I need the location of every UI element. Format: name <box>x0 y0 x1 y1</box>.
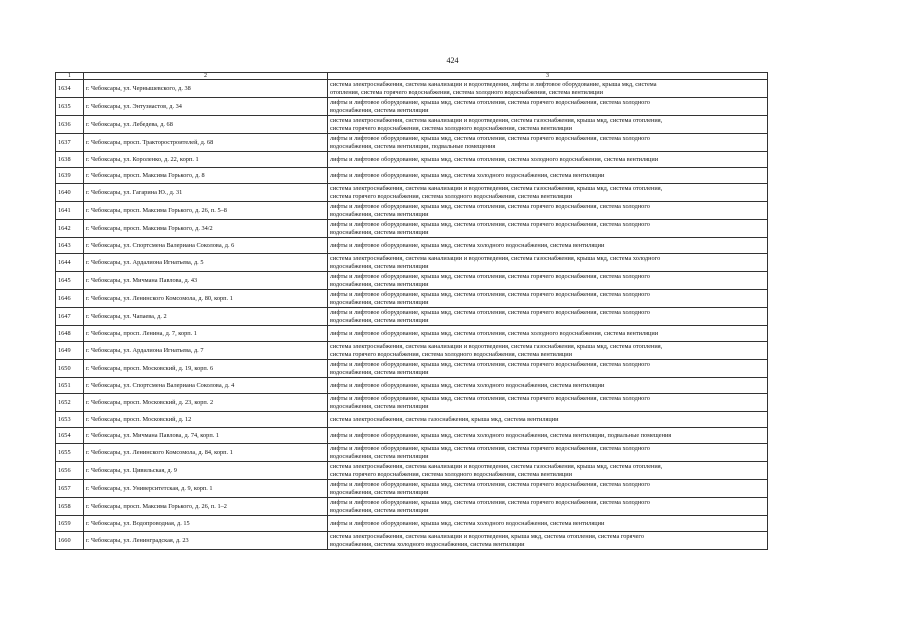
table-row <box>56 202 768 220</box>
address-cell: г. Чебоксары, ул. Ленинского Комсомола, д. 80, корп. 1 <box>84 290 328 308</box>
systems-cell <box>328 394 768 412</box>
systems-cell <box>328 360 768 378</box>
column-header-address: 2 <box>84 73 328 80</box>
systems-line: водоснабжения, система вентиляции <box>330 228 429 236</box>
table-row <box>56 290 768 308</box>
systems-cell <box>328 116 768 134</box>
row-number-cell: 1649 <box>56 342 84 360</box>
table-row <box>56 168 768 184</box>
table-row <box>56 532 768 550</box>
systems-line: водоснабжения, система вентиляции <box>330 210 429 218</box>
systems-line: лифты и лифтовое оборудование, крыша мкд, система отопления, система горячего водоснабжения, система холодного <box>330 360 650 368</box>
row-number-cell: 1653 <box>56 412 84 428</box>
table-row <box>56 480 768 498</box>
row-number-cell: 1638 <box>56 152 84 168</box>
table-row <box>56 152 768 168</box>
table-row <box>56 98 768 116</box>
systems-line: лифты и лифтовое оборудование, крыша мкд, система отопления, система горячего водоснабжения, система холодного <box>330 134 650 142</box>
table-row <box>56 498 768 516</box>
row-number-cell: 1652 <box>56 394 84 412</box>
column-header-number: 1 <box>56 73 84 80</box>
systems-cell <box>328 238 768 254</box>
row-number-cell: 1642 <box>56 220 84 238</box>
table-row <box>56 134 768 152</box>
systems-line: система горячего водоснабжения, система холодного водоснабжения, система вентиляции <box>330 192 573 200</box>
systems-line: водоснабжения, система вентиляции <box>330 488 429 496</box>
register-table <box>55 72 768 550</box>
row-number-cell: 1635 <box>56 98 84 116</box>
row-number-cell: 1650 <box>56 360 84 378</box>
systems-cell <box>328 308 768 326</box>
address-cell: г. Чебоксары, ул. Ленинского Комсомола, д. 84, корп. 1 <box>84 444 328 462</box>
table-row <box>56 516 768 532</box>
systems-cell <box>328 254 768 272</box>
systems-line: лифты и лифтовое оборудование, крыша мкд, система холодного водоснабжения, система вентиляции <box>330 520 605 527</box>
systems-line: лифты и лифтовое оборудование, крыша мкд, система отопления, система горячего водоснабжения, система холодного <box>330 220 650 228</box>
systems-cell <box>328 152 768 168</box>
systems-cell <box>328 272 768 290</box>
table-row <box>56 254 768 272</box>
address-cell: г. Чебоксары, ул. Мичмана Павлова, д. 74, корп. 1 <box>84 428 328 444</box>
systems-line: лифты и лифтовое оборудование, крыша мкд, система отопления, система горячего водоснабжения, система холодного <box>330 498 650 506</box>
table-header-row <box>56 73 768 80</box>
systems-cell <box>328 290 768 308</box>
systems-line: система электроснабжения, система канализации и водоотведения, система газоснабжения, крыша мкд, система отопления, <box>330 462 663 470</box>
address-cell: г. Чебоксары, ул. Спортсмена Валериана Соколова, д. 4 <box>84 378 328 394</box>
row-number-cell: 1656 <box>56 462 84 480</box>
row-number-cell: 1637 <box>56 134 84 152</box>
systems-line: лифты и лифтовое оборудование, крыша мкд, система холодного водоснабжения, система вентиляции <box>330 172 605 179</box>
systems-cell <box>328 134 768 152</box>
systems-line: система электроснабжения, система газоснабжения, крыша мкд, система вентиляции <box>330 416 559 423</box>
row-number-cell: 1648 <box>56 326 84 342</box>
systems-line: лифты и лифтовое оборудование, крыша мкд, система отопления, система горячего водоснабжения, система холодного <box>330 98 650 106</box>
row-number-cell: 1636 <box>56 116 84 134</box>
systems-line: водоснабжения, система вентиляции <box>330 106 429 114</box>
address-cell: г. Чебоксары, ул. Водопроводная, д. 15 <box>84 516 328 532</box>
systems-cell <box>328 532 768 550</box>
row-number-cell: 1641 <box>56 202 84 220</box>
row-number-cell: 1646 <box>56 290 84 308</box>
address-cell: г. Чебоксары, ул. Цивильская, д. 9 <box>84 462 328 480</box>
table-row <box>56 308 768 326</box>
systems-cell <box>328 326 768 342</box>
page-number: 424 <box>446 56 459 65</box>
systems-line: лифты и лифтовое оборудование, крыша мкд, система отопления, система горячего водоснабжения, система холодного <box>330 480 650 488</box>
table-row <box>56 428 768 444</box>
systems-line: система электроснабжения, система канализации и водоотведения, система газоснабжения, крыша мкд, система холодного <box>330 254 661 262</box>
systems-line: водоснабжения, система вентиляции <box>330 262 429 270</box>
systems-line: лифты и лифтовое оборудование, крыша мкд, система холодного водоснабжения, система вентиляции <box>330 242 605 249</box>
systems-line: лифты и лифтовое оборудование, крыша мкд, система холодного водоснабжения, система вентиляции <box>330 382 605 389</box>
systems-cell <box>328 202 768 220</box>
systems-line: лифты и лифтовое оборудование, крыша мкд, система холодного водоснабжения, система вентиляции, подвальные помещения <box>330 432 672 439</box>
systems-line: лифты и лифтовое оборудование, крыша мкд, система отопления, система горячего водоснабжения, система холодного <box>330 444 650 452</box>
systems-line: водоснабжения, система вентиляции <box>330 280 429 288</box>
table-body <box>56 73 768 550</box>
systems-line: система электроснабжения, система канализации и водоотведения, крыша мкд, система отопления, система горячего <box>330 532 644 540</box>
systems-cell <box>328 80 768 98</box>
table-row <box>56 238 768 254</box>
systems-line: лифты и лифтовое оборудование, крыша мкд, система отопления, система горячего водоснабжения, система холодного <box>330 290 650 298</box>
address-cell: г. Чебоксары, просп. Московский, д. 19, корп. 6 <box>84 360 328 378</box>
address-cell: г. Чебоксары, просп. Максима Горького, д. 34/2 <box>84 220 328 238</box>
systems-line: водоснабжения, система вентиляции <box>330 316 429 324</box>
systems-cell <box>328 412 768 428</box>
systems-line: система электроснабжения, система канализации и водоотведения, система газоснабжения, крыша мкд, система отопления, <box>330 342 663 350</box>
row-number-cell: 1658 <box>56 498 84 516</box>
address-cell: г. Чебоксары, просп. Тракторостроителей, д. 68 <box>84 134 328 152</box>
systems-cell <box>328 462 768 480</box>
systems-line: водоснабжения, система вентиляции, подвальные помещения <box>330 142 496 150</box>
systems-cell <box>328 342 768 360</box>
table-row <box>56 394 768 412</box>
systems-line: лифты и лифтовое оборудование, крыша мкд, система отопления, система горячего водоснабжения, система холодного <box>330 308 650 316</box>
systems-line: водоснабжения, система вентиляции <box>330 452 429 460</box>
table-row <box>56 116 768 134</box>
table-row <box>56 378 768 394</box>
systems-line: лифты и лифтовое оборудование, крыша мкд, система отопления, система горячего водоснабжения, система холодного <box>330 272 650 280</box>
systems-line: лифты и лифтовое оборудование, крыша мкд, система отопления, система холодного водоснабжения, система вентиляции <box>330 156 659 163</box>
address-cell: г. Чебоксары, просп. Московский, д. 23, корп. 2 <box>84 394 328 412</box>
address-cell: г. Чебоксары, ул. Гагарина Ю., д. 31 <box>84 184 328 202</box>
table-row <box>56 326 768 342</box>
systems-line: лифты и лифтовое оборудование, крыша мкд, система отопления, система холодного водоснабжения, система вентиляции <box>330 330 659 337</box>
address-cell: г. Чебоксары, ул. Чапаева, д. 2 <box>84 308 328 326</box>
table-row <box>56 184 768 202</box>
table-row <box>56 220 768 238</box>
systems-line: водоснабжения, система вентиляции <box>330 298 429 306</box>
address-cell: г. Чебоксары, ул. Ленинградская, д. 23 <box>84 532 328 550</box>
address-cell: г. Чебоксары, ул. Чернышевского, д. 38 <box>84 80 328 98</box>
systems-line: отопления, система горячего водоснабжения, система холодного водоснабжения, система вентиляции <box>330 88 603 96</box>
address-cell: г. Чебоксары, ул. Ардалиона Игнатьева, д. 7 <box>84 342 328 360</box>
table-row <box>56 360 768 378</box>
row-number-cell: 1643 <box>56 238 84 254</box>
systems-line: водоснабжения, система холодного водоснабжения, система вентиляции <box>330 540 525 548</box>
row-number-cell: 1660 <box>56 532 84 550</box>
systems-line: система электроснабжения, система канализации и водоотведения, система газоснабжения, крыша мкд, система отопления, <box>330 184 663 192</box>
systems-line: система горячего водоснабжения, система холодного водоснабжения, система вентиляции <box>330 350 573 358</box>
column-header-systems: 3 <box>328 73 768 80</box>
systems-line: водоснабжения, система вентиляции <box>330 506 429 514</box>
address-cell: г. Чебоксары, ул. Короленко, д. 22, корп. 1 <box>84 152 328 168</box>
table-row <box>56 412 768 428</box>
address-cell: г. Чебоксары, просп. Максима Горького, д. 26, п. 1–2 <box>84 498 328 516</box>
systems-line: система горячего водоснабжения, система холодного водоснабжения, система вентиляции <box>330 470 573 478</box>
address-cell: г. Чебоксары, ул. Спортсмена Валериана Соколова, д. 6 <box>84 238 328 254</box>
table-row <box>56 462 768 480</box>
systems-line: система электроснабжения, система канализации и водоотведения, лифты и лифтовое оборудование, крыша мкд, система <box>330 80 657 88</box>
row-number-cell: 1647 <box>56 308 84 326</box>
address-cell: г. Чебоксары, ул. Университетская, д. 9, корп. 1 <box>84 480 328 498</box>
systems-cell <box>328 98 768 116</box>
row-number-cell: 1639 <box>56 168 84 184</box>
systems-cell <box>328 428 768 444</box>
address-cell: г. Чебоксары, просп. Максима Горького, д. 8 <box>84 168 328 184</box>
address-cell: г. Чебоксары, ул. Лебедева, д. 68 <box>84 116 328 134</box>
address-cell: г. Чебоксары, ул. Энтузиастов, д. 34 <box>84 98 328 116</box>
systems-cell <box>328 444 768 462</box>
table-row <box>56 80 768 98</box>
address-cell: г. Чебоксары, ул. Мичмана Павлова, д. 43 <box>84 272 328 290</box>
systems-cell <box>328 168 768 184</box>
row-number-cell: 1644 <box>56 254 84 272</box>
row-number-cell: 1640 <box>56 184 84 202</box>
row-number-cell: 1651 <box>56 378 84 394</box>
address-cell: г. Чебоксары, просп. Московский, д. 12 <box>84 412 328 428</box>
table-row <box>56 272 768 290</box>
address-cell: г. Чебоксары, ул. Ардалиона Игнатьева, д. 5 <box>84 254 328 272</box>
row-number-cell: 1645 <box>56 272 84 290</box>
address-cell: г. Чебоксары, просп. Максима Горького, д. 26, п. 5–8 <box>84 202 328 220</box>
systems-cell <box>328 378 768 394</box>
systems-line: водоснабжения, система вентиляции <box>330 368 429 376</box>
systems-cell <box>328 480 768 498</box>
row-number-cell: 1657 <box>56 480 84 498</box>
row-number-cell: 1659 <box>56 516 84 532</box>
systems-line: лифты и лифтовое оборудование, крыша мкд, система отопления, система горячего водоснабжения, система холодного <box>330 394 650 402</box>
address-cell: г. Чебоксары, просп. Ленина, д. 7, корп. 1 <box>84 326 328 342</box>
systems-line: лифты и лифтовое оборудование, крыша мкд, система отопления, система горячего водоснабжения, система холодного <box>330 202 650 210</box>
systems-line: система горячего водоснабжения, система холодного водоснабжения, система вентиляции <box>330 124 573 132</box>
row-number-cell: 1655 <box>56 444 84 462</box>
systems-line: водоснабжения, система вентиляции <box>330 402 429 410</box>
systems-cell <box>328 220 768 238</box>
systems-cell <box>328 184 768 202</box>
systems-line: система электроснабжения, система канализации и водоотведения, система газоснабжения, крыша мкд, система отопления, <box>330 116 663 124</box>
systems-cell <box>328 516 768 532</box>
row-number-cell: 1634 <box>56 80 84 98</box>
row-number-cell: 1654 <box>56 428 84 444</box>
table-row <box>56 444 768 462</box>
systems-cell <box>328 498 768 516</box>
table-row <box>56 342 768 360</box>
